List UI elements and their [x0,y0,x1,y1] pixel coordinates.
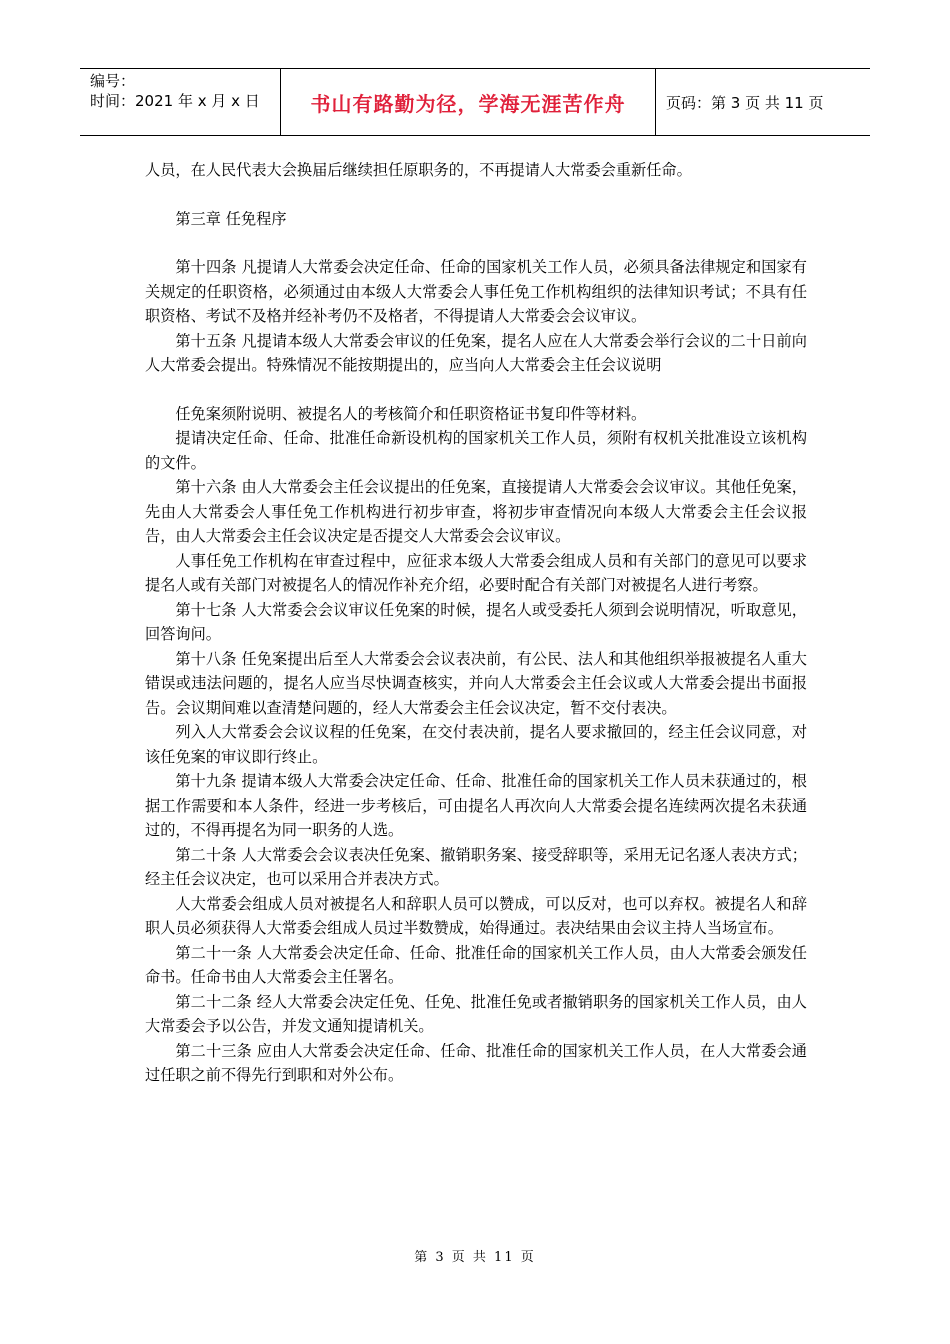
paragraph: 任免案须附说明、被提名人的考核简介和任职资格证书复印件等材料。 [175,404,647,423]
paragraph: 人员，在人民代表大会换届后继续担任原职务的，不再提请人大常委会重新任命。 [145,161,692,179]
page-header [80,68,870,136]
paragraph: 人事任免工作机构在审查过程中，应征求本级人大常委会组成人员和有关部门的意见可以要求提名人或有关部门对被提名人的情况作补充介绍，必要时配合有关部门对被提名人进行考察。 [145,551,807,594]
article-22: 第二十二条 经人大常委会决定任免、任免、批准任免或者撤销职务的国家机关工作人员，由人大常委会予以公告，并发文通知提请机关。 [145,992,807,1035]
article-19: 第十九条 提请本级人大常委会决定任命、任命、批准任命的国家机关工作人员未获通过的，根据工作需要和本人条件，经进一步考核后，可由提名人再次向人大常委会提名连续两次提名未获通过的，不得再提名为同一职务的人选。 [145,772,807,839]
article-18: 第十八条 任免案提出后至人大常委会会议表决前，有公民、法人和其他组织举报被提名人重大错误或违法问题的，提名人应当尽快调查核实，并向人大常委会主任会议或人大常委会提出书面报告。会议期间难以查清楚问题的，经人大常委会主任会议决定，暂不交付表决。 [145,649,807,717]
header-page-info: 页码：第 3 页 共 11 页 [666,93,824,112]
article-20: 第二十条 人大常委会会议表决任免案、撤销职务案、接受辞职等，采用无记名逐人表决方式；经主任会议决定，也可以采用合并表决方式。 [145,845,807,888]
paragraph: 列入人大常委会会议议程的任免案，在交付表决前，提名人要求撤回的，经主任会议同意，对该任免案的审议即行终止。 [145,723,807,766]
article-17: 第十七条 人大常委会会议审议任免案的时候，提名人或受委托人须到会说明情况，听取意见，回答询问。 [145,600,807,643]
document-date: 时间：2021 年 x 月 x 日 [90,92,260,110]
paragraph: 提请决定任命、任命、批准任命新设机构的国家机关工作人员，须附有权机关批准设立该机构的文件。 [145,429,807,472]
header-meta [80,69,280,135]
article-21: 第二十一条 人大常委会决定任命、任命、批准任命的国家机关工作人员，由人大常委会颁发任命书。任命书由人大常委会主任署名。 [145,943,807,986]
header-motto: 书山有路勤为径，学海无涯苦作舟 [280,69,656,135]
chapter-heading: 第三章 任免程序 [175,209,287,228]
article-16: 第十六条 由人大常委会主任会议提出的任免案，直接提请人大常委会会议审议。其他任免案，先由人大常委会人事任免工作机构进行初步审查，将初步审查情况向本级人大常委会主任会议报告，由人大常委会主任会议决定是否提交人大常委会会议审议。 [145,478,807,545]
article-23: 第二十三条 应由人大常委会决定任命、任命、批准任命的国家机关工作人员，在人大常委会通过任职之前不得先行到职和对外公布。 [145,1041,807,1084]
document-number-label: 编号： [90,72,136,90]
article-14: 第十四条 凡提请人大常委会决定任命、任命的国家机关工作人员，必须具备法律规定和国家有关规定的任职资格，必须通过由本级人大常委会人事任免工作机构组织的法律知识考试；不具有任职资格、考试不及格并经补考仍不及格者，不得提请人大常委会会议审议。 [145,258,807,325]
document-body [145,158,807,1088]
page-footer: 第 3 页 共 11 页 [414,1250,536,1265]
paragraph: 人大常委会组成人员对被提名人和辞职人员可以赞成，可以反对，也可以弃权。被提名人和辞职人员必须获得人大常委会组成人员过半数赞成，始得通过。表决结果由会议主持人当场宣布。 [145,894,807,937]
article-15: 第十五条 凡提请本级人大常委会审议的任免案，提名人应在人大常委会举行会议的二十日前向人大常委会提出。特殊情况不能按期提出的，应当向人大常委会主任会议说明 [145,331,807,374]
